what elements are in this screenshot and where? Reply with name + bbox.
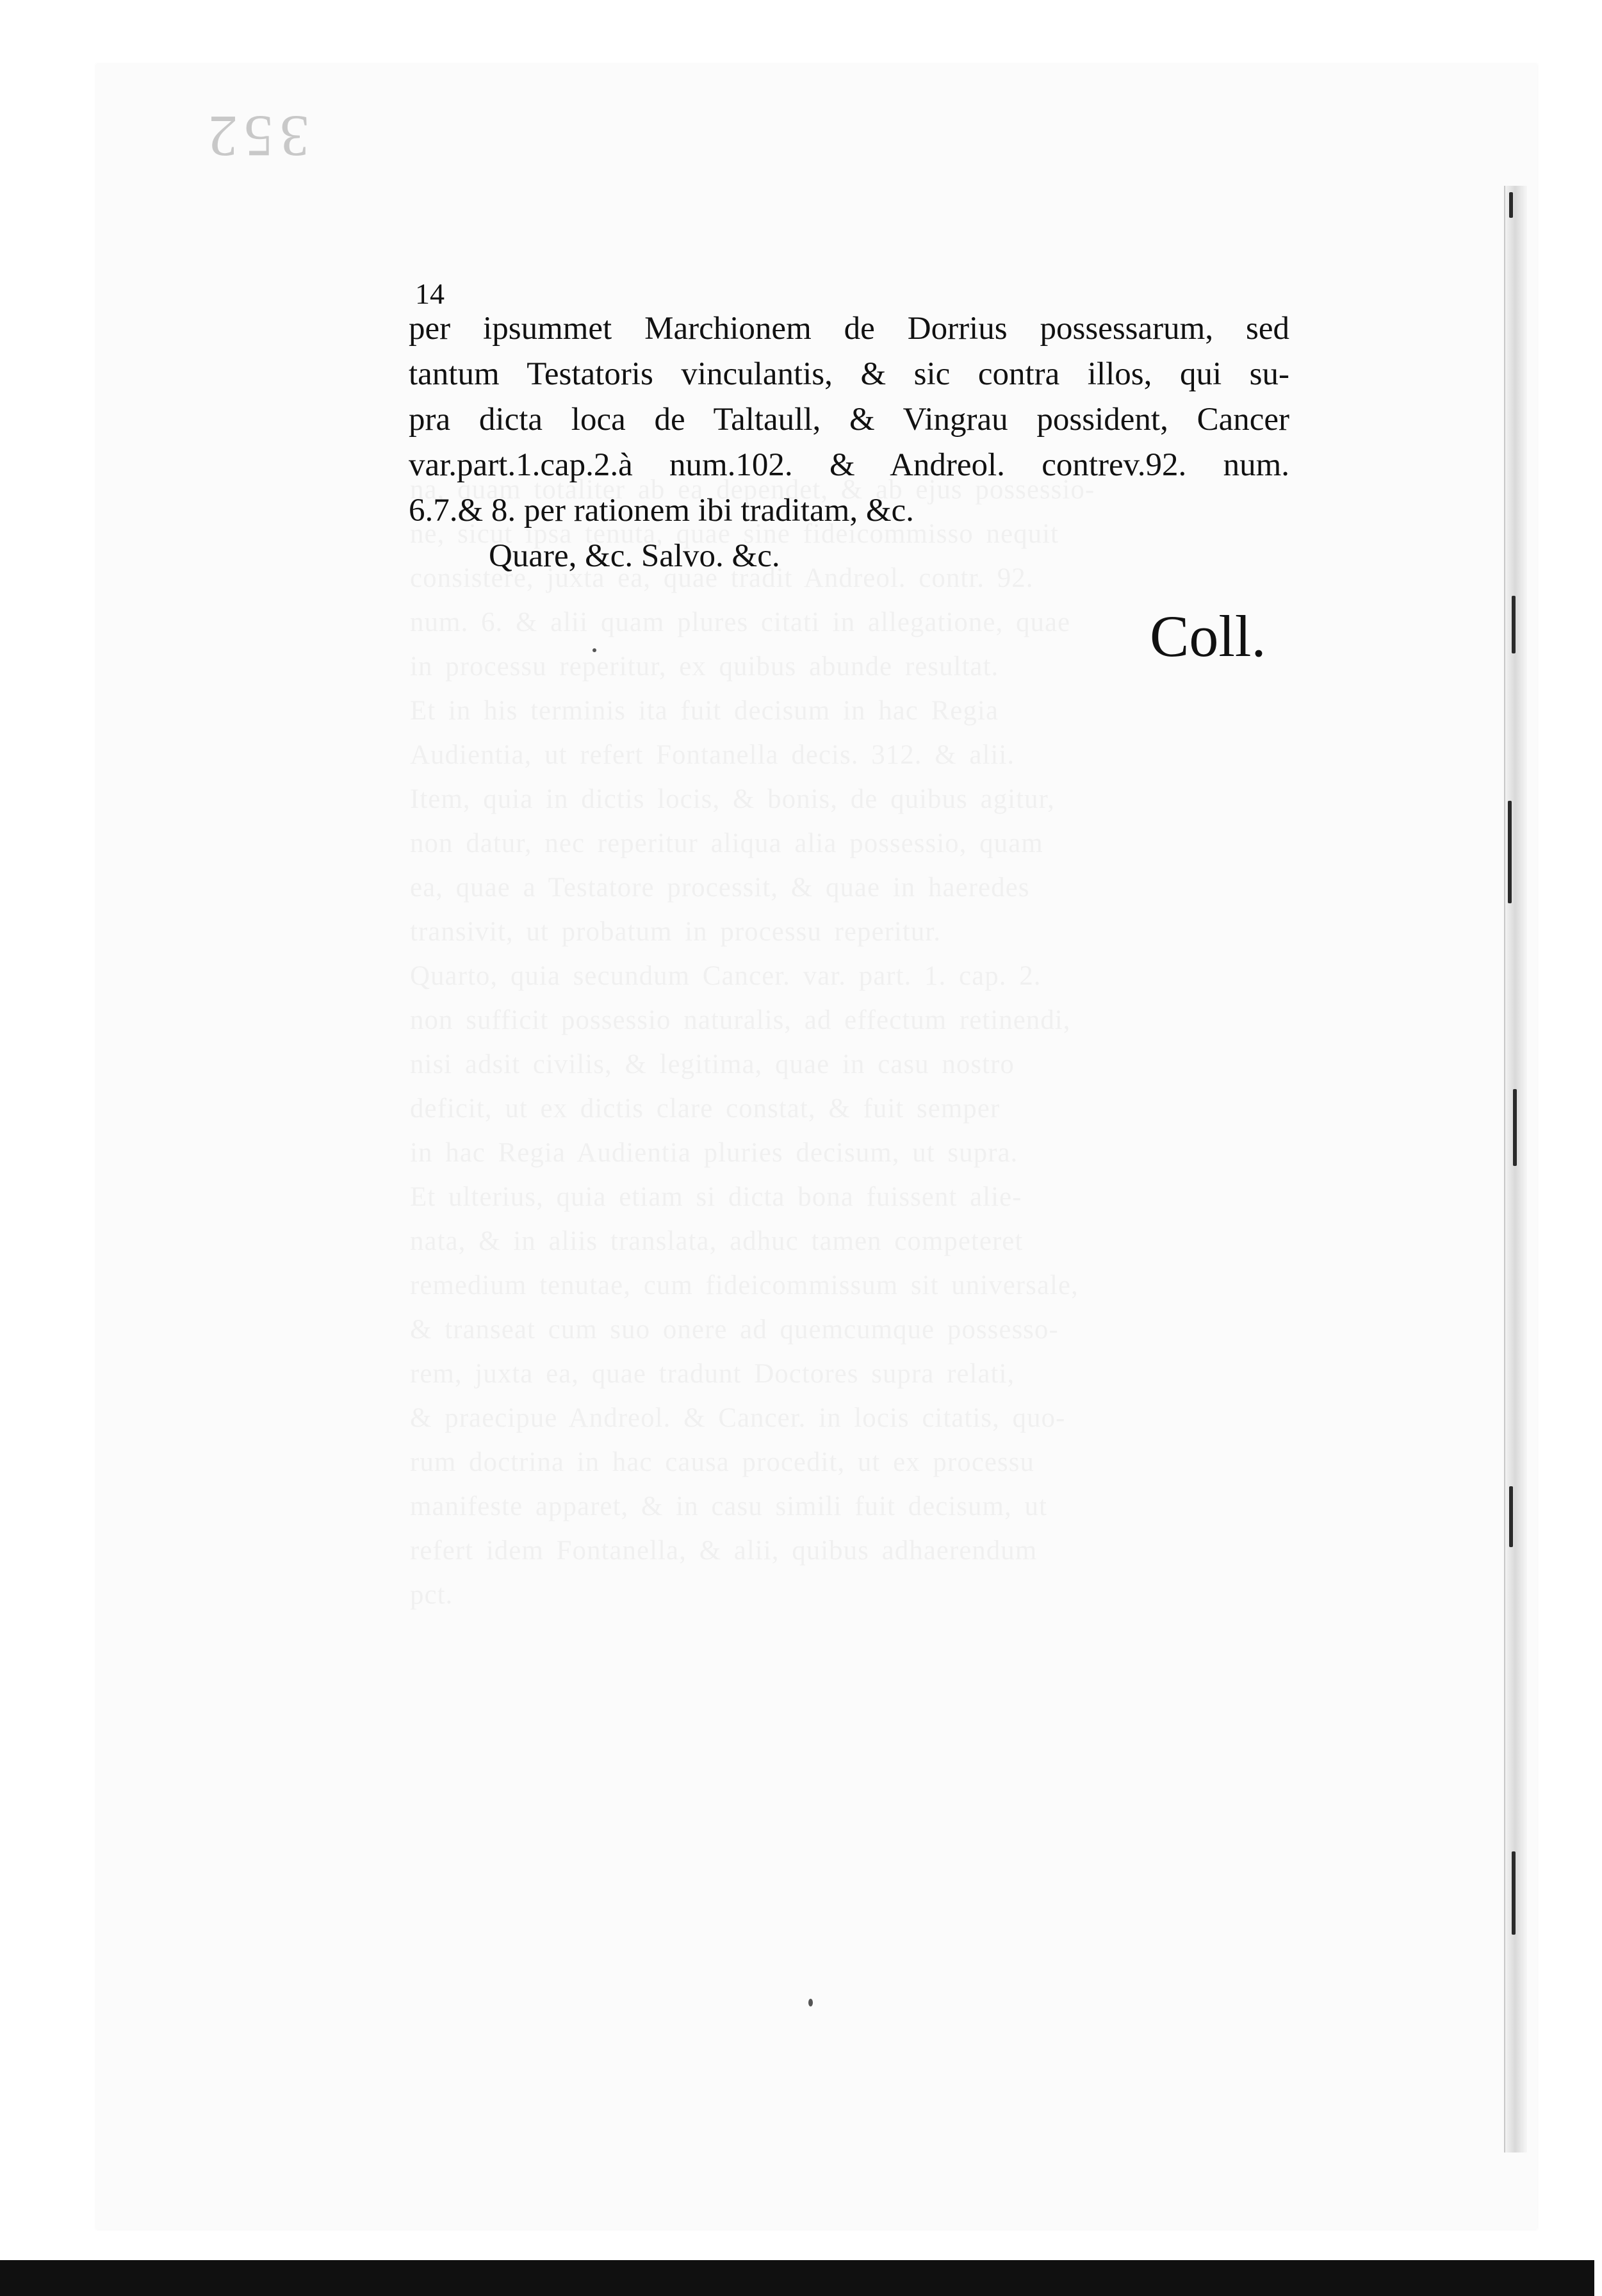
edge-mark: [1513, 1089, 1517, 1166]
text-line: pra dicta loca de Taltaull, & Vingrau possident, Cancer: [409, 402, 1289, 438]
edge-mark: [1508, 801, 1512, 903]
edge-mark: [1512, 1851, 1516, 1935]
edge-mark: [1512, 596, 1516, 653]
page-number: 14: [415, 277, 445, 310]
archive-stamp-number: 352: [202, 104, 309, 169]
edge-mark: [1509, 1486, 1513, 1547]
main-text: [409, 306, 1289, 579]
text-line: tantum Testatoris vinculantis, & sic contra illos, qui su-: [409, 356, 1289, 392]
catchword: Coll.: [1150, 603, 1266, 669]
edge-mark: [1509, 192, 1513, 218]
scan-border: [0, 2260, 1602, 2296]
scan-border-gap: [1594, 2260, 1602, 2296]
closing-formula: Quare, &c. Salvo. &c.: [489, 538, 780, 574]
text-line: per ipsummet Marchionem de Dorrius possessarum, sed: [409, 311, 1289, 347]
text-line: 6.7.& 8. per rationem ibi traditam, &c.: [409, 493, 914, 529]
text-line: var.part.1.cap.2.à num.102. & Andreol. contrev.92. num.: [409, 447, 1289, 483]
ink-speck: [593, 648, 596, 652]
ink-speck: [808, 1999, 813, 2006]
page-edge: [1504, 186, 1527, 2152]
